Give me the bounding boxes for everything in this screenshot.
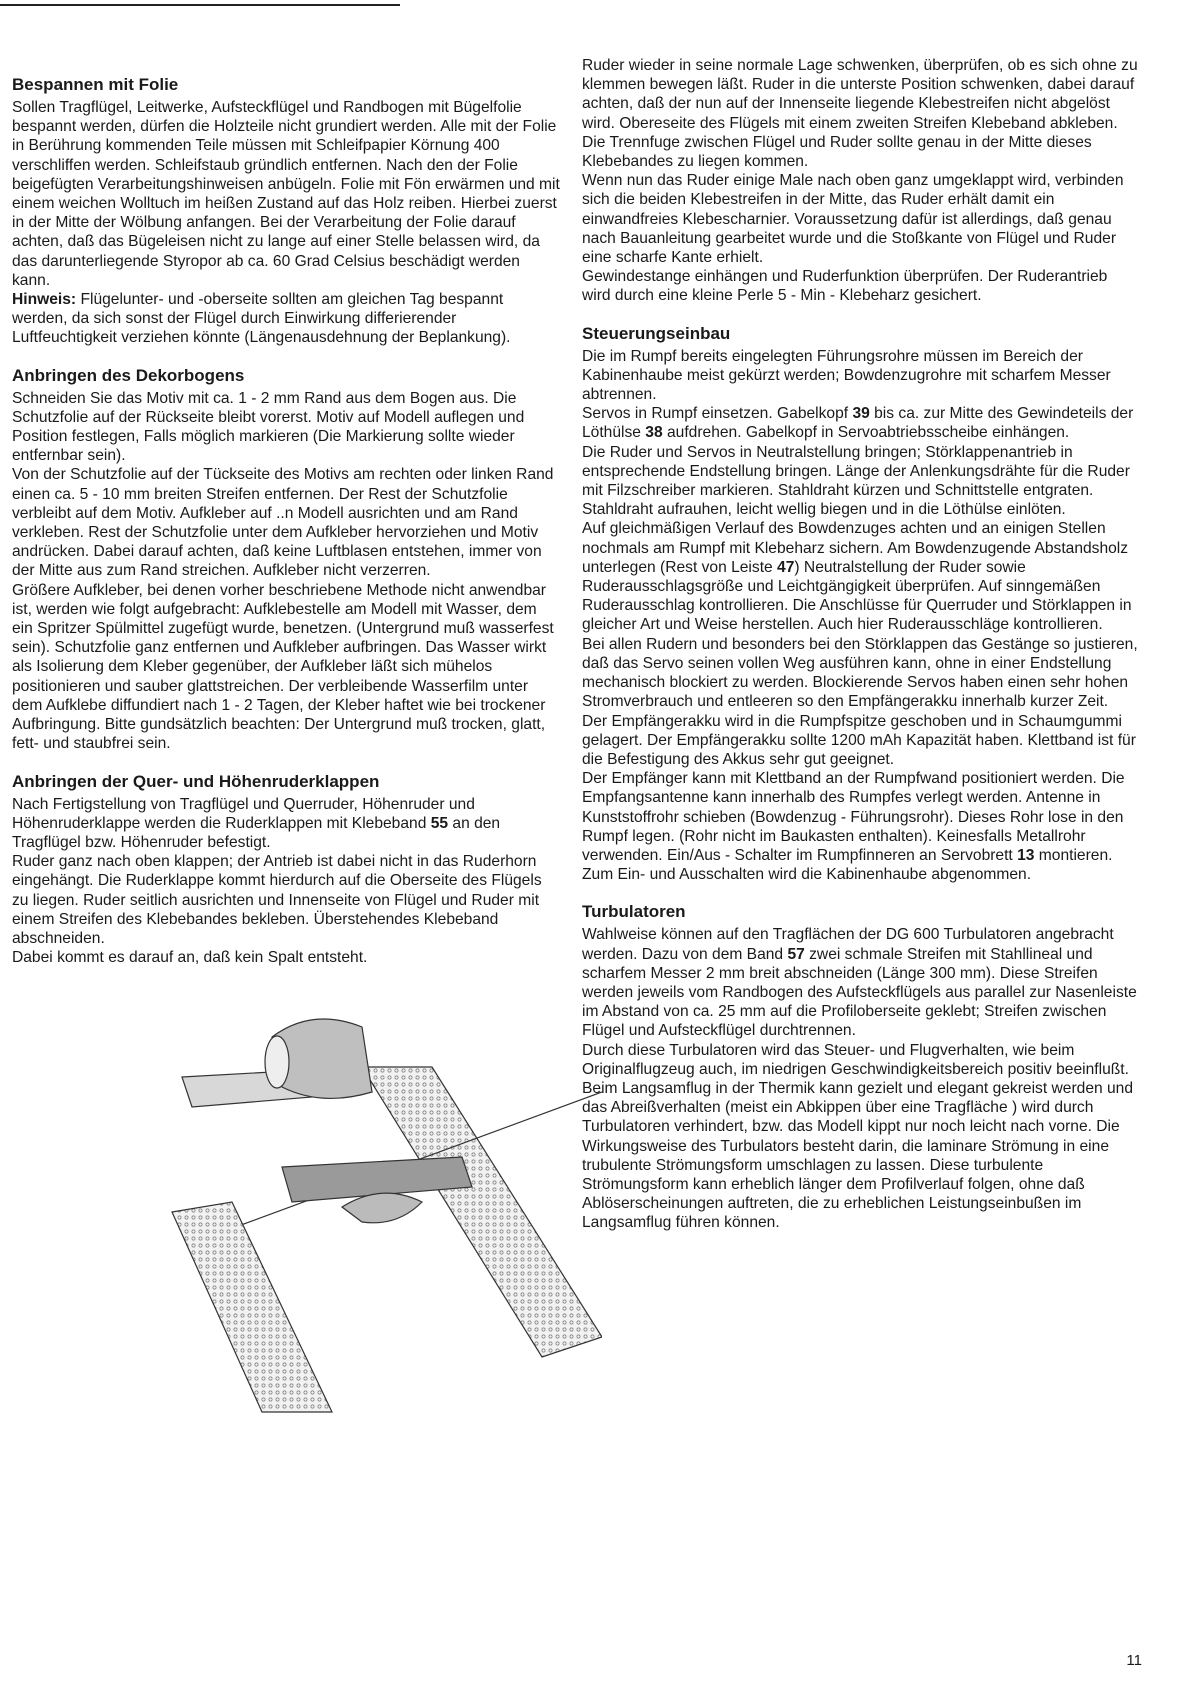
paragraph: Die Ruder und Servos in Neutralstellung bringen; Störklappenantrieb in entsprechende Endstellung bringen. Länge der Anlenkungsdrähte für die Ruder mit Filzschreiber markieren. Stahldraht kürzen und Schnittstelle entgraten. <box>582 443 1130 500</box>
paragraph: Größere Aufkleber, bei denen vorher beschriebene Methode nicht anwendbar ist, werden wie folgt aufgebracht: Aufklebestelle am Modell mit Wasser, dem ein Spritzer Spülmittel zugefügt wurde, benetzen. (Untergrund muß wasserfest sein). Schutzfolie ganz entfernen und Aufkleber aufbringen. Das Wasser wirkt als Isolierung dem Kleber gegenüber, der Aufkleber läßt sich mühelos positionieren und sauber glattstreichen. Der verbleibende Wasserfilm unter dem Aufklebe diffundiert nach 1 - 2 Tagen, der Kleber haftet wie bei trockener Aufbringung. Bitte gundsätzlich beachten: Der Untergrund muß trocken, glatt, fett- und staubfrei sein. <box>12 581 554 753</box>
part-number: 55 <box>430 814 449 832</box>
paragraph: Sollen Tragflügel, Leitwerke, Aufsteckflügel und Randbogen mit Bügelfolie bespannt werden, dürfen die Holzteile nicht grundiert werden. Alle mit der Folie in Berührung kommenden Teile müssen mit Schleifpapier Körnung 400 verschliffen werden. Schleifstaub gründlich entfernen. Nach den der Folie beigefügten Verarbeitungshinweisen anbügeln. Folie mit Fön erwärmen und mit einem weichen Wolltuch im heißen Zustand auf das Holz reiben. Hierbei zuerst in der Mitte der Wölbung anfangen. Bei der Verarbeitung der Folie darauf achten, daß das Bügeleisen nicht zu lange auf einer Stelle belassen wird, da das darunterliegende Styropor ab ca. 60 Grad Celsius beschädigt werden kann. <box>12 99 560 289</box>
paragraph: Dabei kommt es darauf an, daß kein Spalt entsteht. <box>12 949 368 967</box>
lower-tape-strip <box>172 1202 332 1412</box>
paragraph: Durch diese Turbulatoren wird das Steuer- und Flugverhalten, wie beim Originalflugzeug auch, im niedrigen Geschwindigkeitsbereich positiv beeinflußt. Beim Langsamflug in der Thermik kann gezielt und elegant gekreist werden und das Abreißverhalten (meist ein Abkippen über eine Tragfläche ) wird durch Turbulatoren verhindert, bzw. das Modell kippt nur noch leicht nach vorne. Die Wirkungsweise des Turbulators besteht darin, die laminare Strömung in eine trubulente Strömungsform umschlagen zu lassen. Diese turbulente Strömungsform kann erheblich länger dem Profilverlauf folgen, ohne daß Ablöserscheinungen auftreten, die zu erheblichen Leistungseinbußen im Langsamflug führen können. <box>582 1041 1134 1232</box>
heading-ruderklappen: Anbringen der Quer- und Höhenruderklappen <box>12 771 380 791</box>
paragraph: Der Empfängerakku wird in die Rumpfspitze geschoben und in Schaumgummi gelagert. Der Empfängerakku sollte 1200 mAh Kapazität haben. Klettband ist für die Befestigung des Akkus sehr gut geeignet. <box>582 712 1136 768</box>
paragraph <box>582 404 1140 442</box>
paragraph: Schneiden Sie das Motiv mit ca. 1 - 2 mm Rand aus dem Bogen aus. Die Schutzfolie auf der Rückseite bleibt vorerst. Motiv auf Modell auflegen und Position festlegen, Falls möglich markieren (Die Markierung sollte wieder entfernbar sein). <box>12 389 525 465</box>
left-column <box>12 75 560 1417</box>
note-text: Flügelunter- und -oberseite sollten am gleichen Tag bespannt werden, da sich sonst der Flügel durch Einwirkung differierender Luftfeuchtigkeit verziehen könnte (Längenausdehnung der Beplankung). <box>12 291 511 347</box>
paragraph <box>12 795 560 853</box>
text-run: aufdrehen. Gabelkopf in Servoabtriebsscheibe einhängen. <box>662 424 1070 442</box>
heading-dekorbogen: Anbringen des Dekorbogens <box>12 365 245 385</box>
paragraph: Die im Rumpf bereits eingelegten Führungsrohre müssen im Bereich der Kabinenhaube meist gekürzt werden; Bowdenzugrohre mit scharfem Messer abtrennen. <box>582 347 1111 404</box>
text-run: Wahlweise können auf den Tragflächen der DG 600 Turbulatoren angebracht werden. Dazu von dem Band <box>582 926 1114 963</box>
hinge-drawing <box>162 997 602 1417</box>
part-number: 38 <box>645 424 663 442</box>
section-dekorbogen <box>12 366 560 754</box>
part-number: 47 <box>777 558 795 576</box>
note-label: Hinweis: <box>12 291 77 309</box>
text-run: Auf gleichmäßigen Verlauf des Bowdenzuges achten und an einigen Stellen nochmals am Rumpf mit Klebeharz sichern. Am Bowdenzugende Abstandsholz unterlegen (Rest von Leiste <box>582 520 1129 576</box>
part-number: 57 <box>787 945 805 963</box>
paragraph: Ruder wieder in seine normale Lage schwenken, überprüfen, ob es sich ohne zu klemmen bewegen läßt. Ruder in die unterste Position schwenken, dabei darauf achten, daß der nun auf der Innenseite liegende Klebestreifen nicht abgelöst wird. Obereseite des Flügels mit einem zweiten Streifen Klebeband abkleben. Die Trennfuge zwischen Flügel und Ruder sollte genau in der Mitte dieses Klebebandes zu liegen kommen. <box>582 57 1138 171</box>
paragraph: Ruder ganz nach oben klappen; der Antrieb ist dabei nicht in das Ruderhorn eingehängt. Die Ruderklappe kommt hierdurch auf die Oberseite des Flügels zu liegen. Ruder seitlich ausrichten und Innenseite von Flügel und Ruder mit einem Streifen des Klebebandes bekleben. Überstehendes Klebeband abschneiden. <box>12 853 542 947</box>
paragraph: Stahldraht aufrauhen, leicht wellig biegen und in die Löthülse einlöten. <box>582 501 1066 519</box>
paragraph: Von der Schutzfolie auf der Tückseite des Motivs am rechten oder linken Rand einen ca. 5 - 10 mm breiten Streifen entfernen. Der Rest der Schutzfolie verbleibt auf dem Motiv. Aufkleber auf ..n Modell ausrichten und am Rand verkleben. Rest der Schutzfolie unter dem Aufkleber hervorziehen und Motiv andrücken. Dabei darauf achten, daß keine Luftblasen entstehen, immer von der Mitte aus zum Rand streichen. Aufkleber nicht verzerren. <box>12 466 554 580</box>
heading-turbulatoren: Turbulatoren <box>582 902 686 922</box>
text-run: Nach Fertigstellung von Tragflügel und Querruder, Höhenruder und Höhenruderklappe werden die Ruderklappen mit Klebeband <box>12 795 475 832</box>
paragraph <box>582 925 1140 1040</box>
tape-roll-end <box>265 1036 289 1088</box>
part-number: 13 <box>1017 846 1035 864</box>
heading-bespannen: Bespannen mit Folie <box>12 75 179 94</box>
text-run: Servos in Rumpf einsetzen. Gabelkopf <box>582 405 853 423</box>
page-number: 11 <box>1126 1652 1142 1669</box>
top-rule <box>0 4 400 6</box>
paragraph <box>582 519 1140 634</box>
text-run: Der Empfänger kann mit Klettband an der Rumpfwand positioniert werden. Die Empfangsantenne kann innerhalb des Rumpfes verlegt werden. Antenne in Kunststoffrohr schieben (Bowdenzug - Führungsrohr). Dieses Rohr lose in den Rumpf legen. (Rohr nicht im Baukasten enthalten). Keinesfalls Metallrohr verwenden. Ein/Aus - Schalter im Rumpfinneren an Servobrett <box>582 770 1125 864</box>
heading-steuerungseinbau: Steuerungseinbau <box>582 323 731 343</box>
section-bespannen <box>12 75 560 348</box>
text-run: montieren. Zum Ein- und Ausschalten wird die Kabinenhaube abgenommen. <box>582 846 1113 884</box>
tape-hinge-illustration <box>162 997 602 1417</box>
paragraph <box>582 769 1140 884</box>
part-number: 39 <box>852 405 870 423</box>
text-run: ) Neutralstellung der Ruder sowie Ruderausschlagsgröße und Leichtgängigkeit überprüfen. Auf sinngemäßen Ruderausschlag kontrollieren. Die Anschlüsse für Querruder und Störklappen in gleicher Art und Weise herstellen. Auch hier Ruderausschläge kontrollieren. <box>582 558 1132 634</box>
note-paragraph <box>12 290 560 348</box>
section-turbulatoren <box>582 902 1140 1232</box>
section-steuerungseinbau <box>582 324 1140 885</box>
section-ruderklappen <box>12 772 560 968</box>
text-run: an den Tragflügel bzw. Höhenruder befestigt. <box>12 814 501 851</box>
rolled-flap-edge <box>342 1193 422 1223</box>
text-run: zwei schmale Streifen mit Stahllineal und scharfem Messer 2 mm breit abschneiden (Länge 300 mm). Diese Streifen werden jeweils vom Randbogen des Aufsteckflügels aus parallel zur Nasenleiste im Abstand von ca. 25 mm auf die Profiloberseite geklebt; Streifen zwischen Flügel und Aufsteckflügel durchtrennen. <box>582 945 1137 1040</box>
paragraph: Wenn nun das Ruder einige Male nach oben ganz umgeklappt wird, verbinden sich die beiden Klebestreifen in der Mitte, das Ruder erhält damit ein einwandfreies Klebescharnier. Voraussetzung dafür ist allerdings, daß genau nach Bauanleitung gearbeitet wurde und die Stoßkante von Flügel und Ruder eine scharfe Kante erhielt. <box>582 172 1124 267</box>
text-run: bis ca. zur Mitte des Gewindeteils der Löthülse <box>582 405 1134 442</box>
paragraph: Gewindestange einhängen und Ruderfunktion überprüfen. Der Ruderantrieb wird durch eine kleine Perle 5 - Min - Klebeharz gesichert. <box>582 268 1108 305</box>
paragraph: Bei allen Rudern und besonders bei den Störklappen das Gestänge so justieren, daß das Servo seinen vollen Weg ausführen kann, ohne in einer Endstellung mechanisch blockiert zu werden. Blockierende Servos haben einen sehr hohen Stromverbrauch und entleeren so den Empfängerakku innerhalb kurzer Zeit. <box>582 635 1138 711</box>
right-column <box>582 56 1140 1251</box>
section-continuation <box>582 56 1140 306</box>
